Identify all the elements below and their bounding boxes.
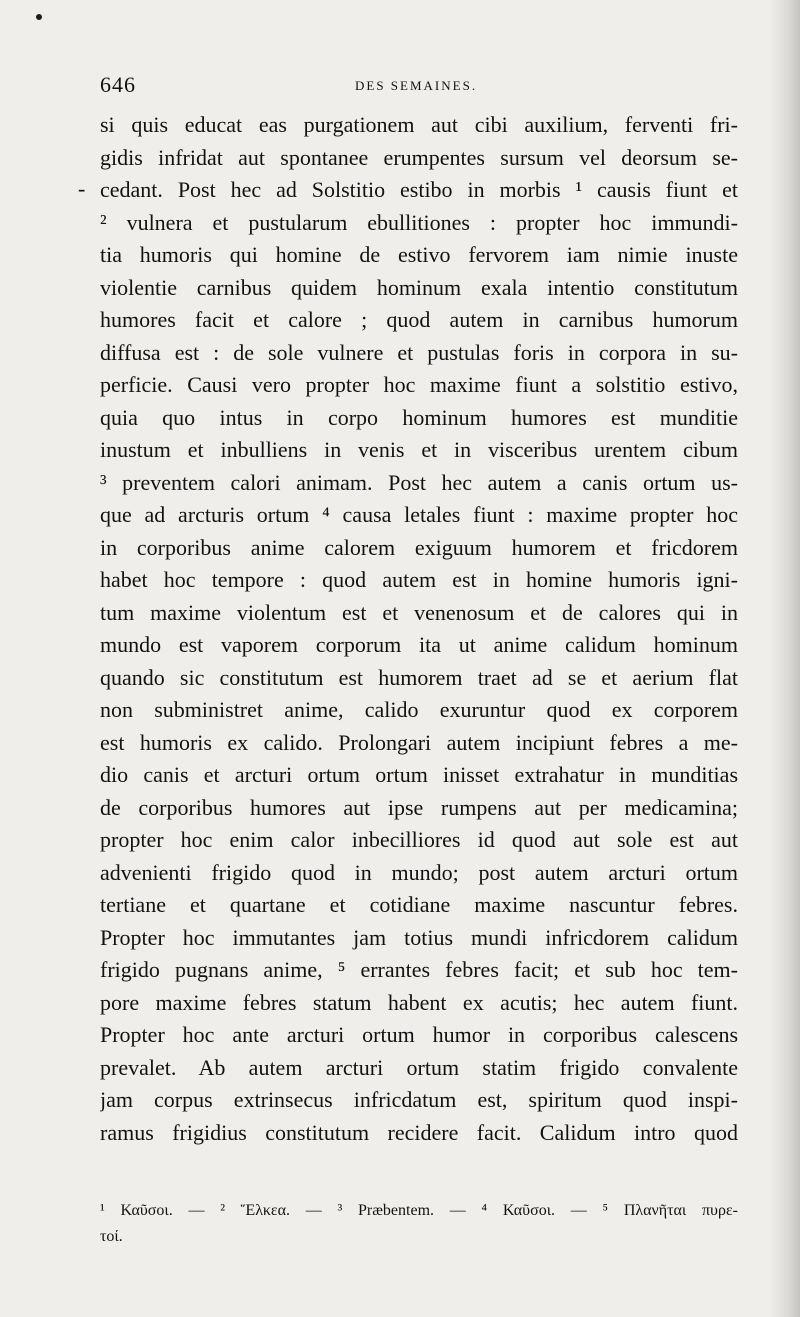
footnote-line: τοί. [100, 1228, 123, 1245]
ink-spot [36, 14, 42, 20]
text-line: violentie carnibus quidem hominum exala intentio constitutum [100, 274, 738, 300]
text-line: jam corpus extrinsecus infricdatum est, spiritum quod inspi- [100, 1087, 738, 1112]
margin-mark: - [78, 176, 86, 201]
text-line: de corporibus humores aut ipse rumpens aut per medicamina; [100, 794, 738, 820]
text-line: frigido pugnans anime, ⁵ errantes febres facit; et sub hoc tem- [100, 957, 738, 982]
text-line: ramus frigidius constitutum recidere facit. Calidum intro quod [100, 1119, 738, 1145]
text-line: tia humoris qui homine de estivo fervorem iam nimie inuste [100, 242, 738, 267]
text-line: cedant. Post hec ad Solstitio estibo in morbis ¹ causis fiunt et [100, 177, 738, 202]
text-line: gidis infridat aut spontanee erumpentes sursum vel deorsum se- [100, 144, 738, 170]
text-line: si quis educat eas purgationem aut cibi auxilium, ferventi fri- [100, 112, 738, 137]
body-text [100, 109, 738, 1149]
text-line: dio canis et arcturi ortum ortum inisset extrahatur in munditias [100, 762, 738, 787]
text-line: tertiane et quartane et cotidiane maxime nascuntur febres. [100, 892, 738, 917]
text-line: quando sic constitutum est humorem traet ad se et aerium flat [100, 664, 738, 690]
text-line: perficie. Causi vero propter hoc maxime fiunt a solstitio estivo, [100, 372, 738, 397]
text-line: humores facit et calore ; quod autem in carnibus humorum [100, 307, 738, 332]
text-line: prevalet. Ab autem arcturi ortum statim frigido convalente [100, 1054, 738, 1080]
text-line: tum maxime violentum est et venenosum et de calores qui in [100, 599, 738, 625]
page-edge-shadow [768, 0, 800, 1317]
text-line: inustum et inbulliens in venis et in visceribus urentem cibum [100, 437, 738, 462]
text-line: pore maxime febres statum habent ex acutis; hec autem fiunt. [100, 989, 738, 1015]
text-line: diffusa est : de sole vulnere et pustulas foris in corpora in su- [100, 339, 738, 365]
text-line: Propter hoc immutantes jam totius mundi infricdorem calidum [100, 924, 738, 950]
text-line: est humoris ex calido. Prolongari autem incipiunt febres a me- [100, 729, 738, 755]
text-line: ³ preventem calori animam. Post hec autem a canis ortum us- [100, 469, 738, 495]
text-line: ² vulnera et pustularum ebullitiones : propter hoc immundi- [100, 209, 738, 235]
footnotes [100, 1198, 738, 1250]
text-line: mundo est vaporem corporum ita ut anime calidum hominum [100, 632, 738, 657]
text-line: advenienti frigido quod in mundo; post autem arcturi ortum [100, 859, 738, 885]
text-line: habet hoc tempore : quod autem est in homine humoris igni- [100, 567, 738, 592]
text-line: in corporibus anime calorem exiguum humorem et fricdorem [100, 534, 738, 560]
text-line: Propter hoc ante arcturi ortum humor in corporibus calescens [100, 1022, 738, 1047]
footnote-line: ¹ Καῦσοι. — ² Ἕλκεα. — ³ Præbentem. — ⁴ Καῦσοι. — ⁵ Πλανῆται πυρε- [100, 1202, 738, 1219]
text-line: propter hoc enim calor inbecilliores id quod aut sole est aut [100, 827, 738, 852]
page-number: 646 [100, 72, 136, 97]
text-line: non subministret anime, calido exuruntur quod ex corporem [100, 697, 738, 722]
text-line: quia quo intus in corpo hominum humores est munditie [100, 404, 738, 430]
running-head: DES SEMAINES. [355, 78, 478, 93]
text-line: que ad arcturis ortum ⁴ causa letales fiunt : maxime propter hoc [100, 502, 738, 527]
